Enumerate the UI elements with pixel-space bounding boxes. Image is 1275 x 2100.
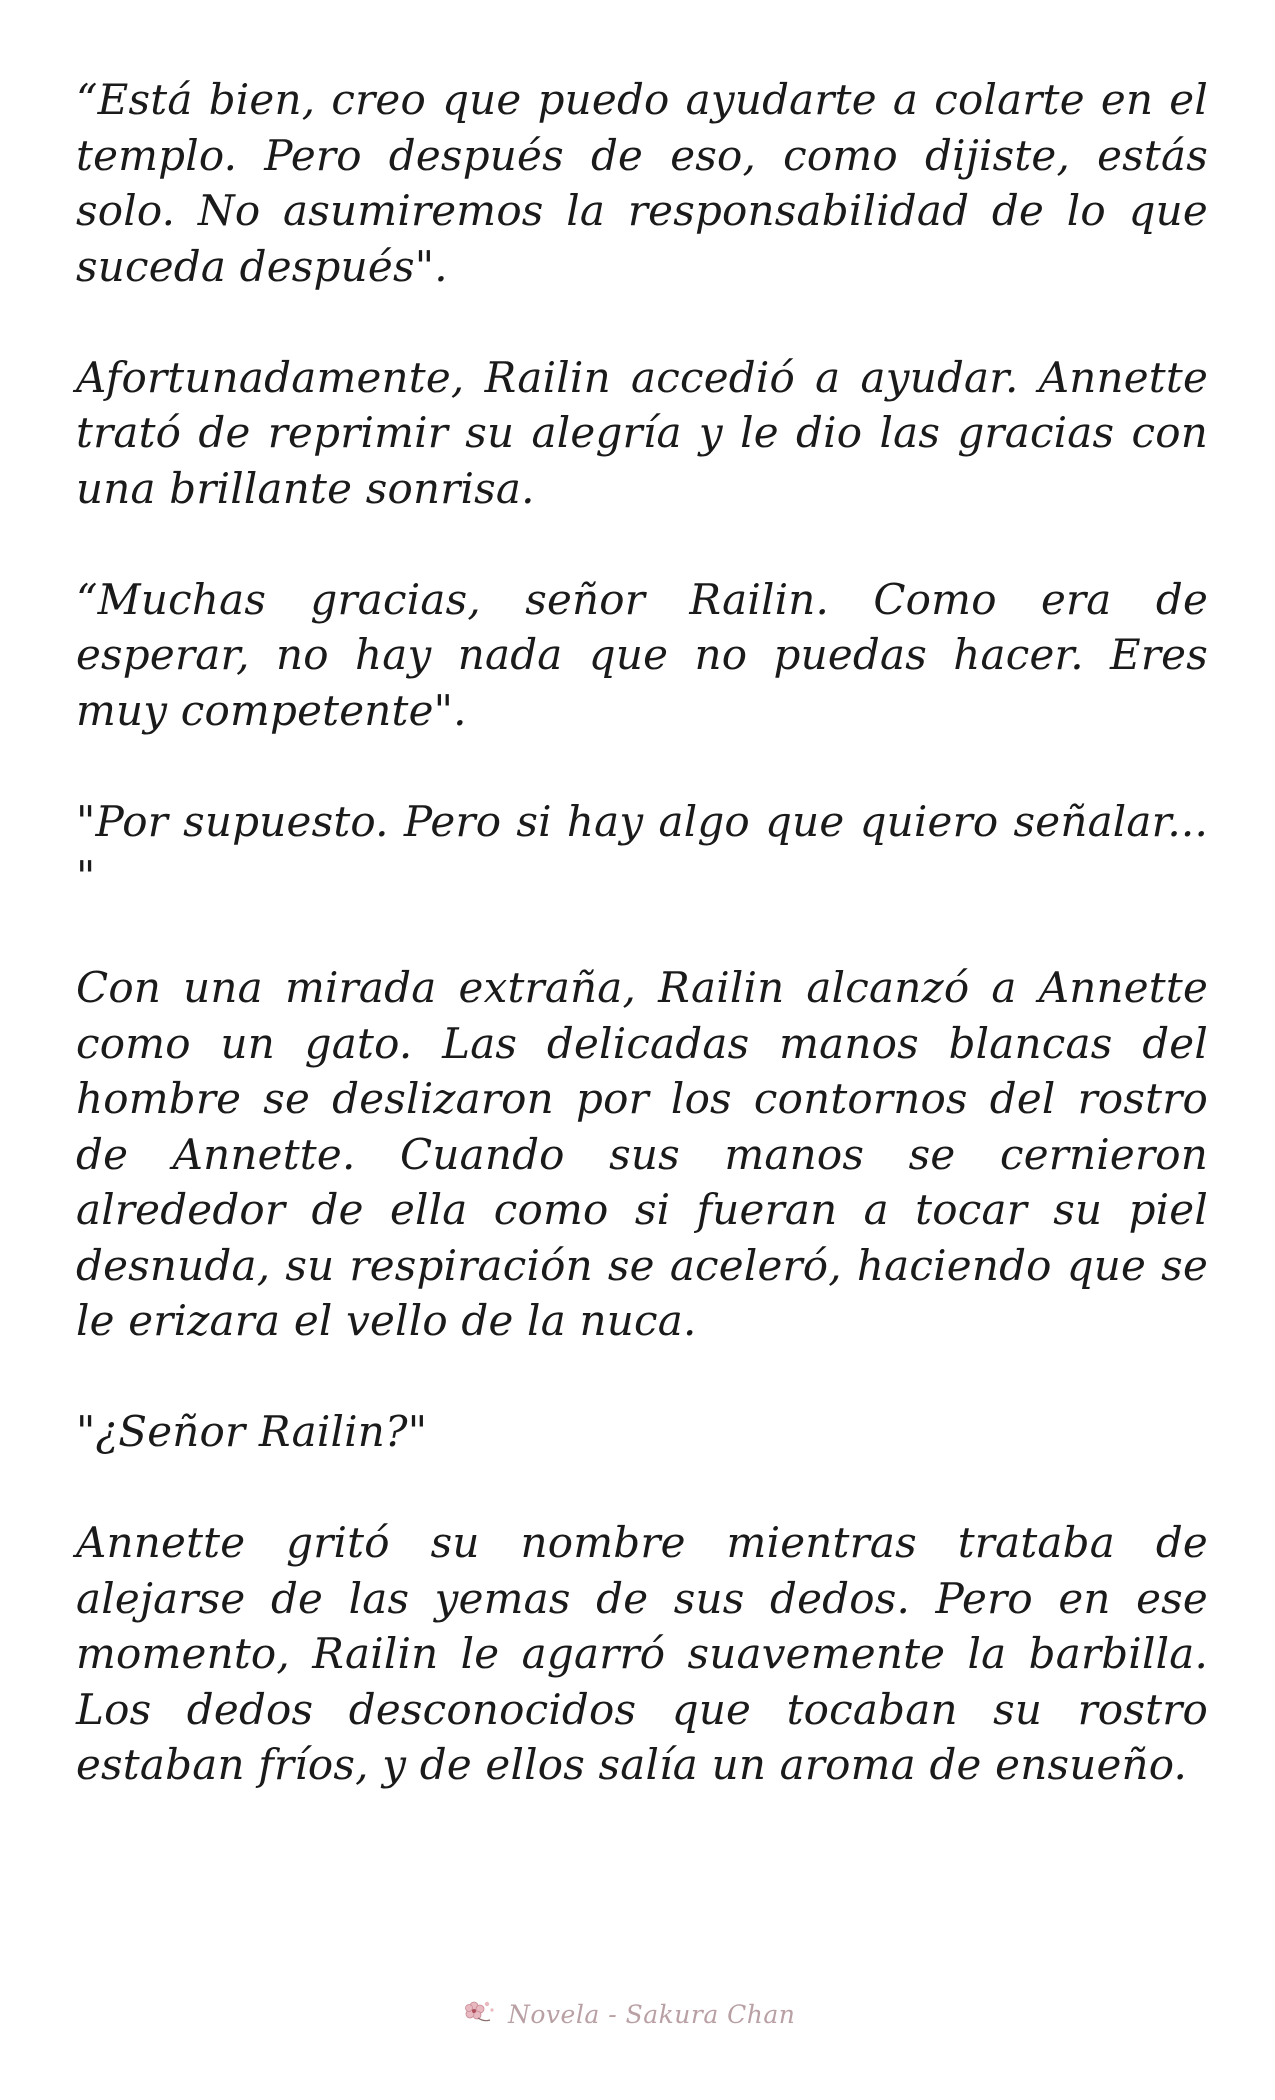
paragraph-6: "¿Señor Railin?" (76, 1407, 428, 1456)
paragraph-3: “Muchas gracias, señor Railin. Como era de esperar, no hay nada que no puedas hacer. Eres muy competente". (76, 574, 1208, 735)
watermark (460, 1996, 795, 2032)
sakura-flower-icon (460, 1996, 500, 2032)
paragraph-1: “Está bien, creo que puedo ayudarte a colarte en el templo. Pero después de eso, como dijiste, estás solo. No asumiremos la responsabilidad de lo que suceda después". (76, 75, 1208, 291)
paragraph-4: "Por supuesto. Pero si hay algo que quiero señalar... " (76, 796, 1208, 901)
paragraph-7: Annette gritó su nombre mientras trataba de alejarse de las yemas de sus dedos. Pero en ese momento, Railin le agarró suavemente la barbilla. Los dedos desconocidos que tocaban su rostro estaban fríos, y de ellos salía un aroma de ensueño. (76, 1518, 1208, 1789)
watermark-text: Novela - Sakura Chan (508, 1999, 796, 2029)
paragraph-2: Afortunadamente, Railin accedió a ayudar. Annette trató de reprimir su alegría y le dio las gracias con una brillante sonrisa. (76, 352, 1208, 513)
paragraph-5: Con una mirada extraña, Railin alcanzó a Annette como un gato. Las delicadas manos blancas del hombre se deslizaron por los contornos del rostro de Annette. Cuando sus manos se cernieron alrededor de ella como si fueran a tocar su piel desnuda, su respiración se aceleró, haciendo que se le erizara el vello de la nuca. (76, 963, 1208, 1345)
novel-page (76, 72, 1208, 1848)
